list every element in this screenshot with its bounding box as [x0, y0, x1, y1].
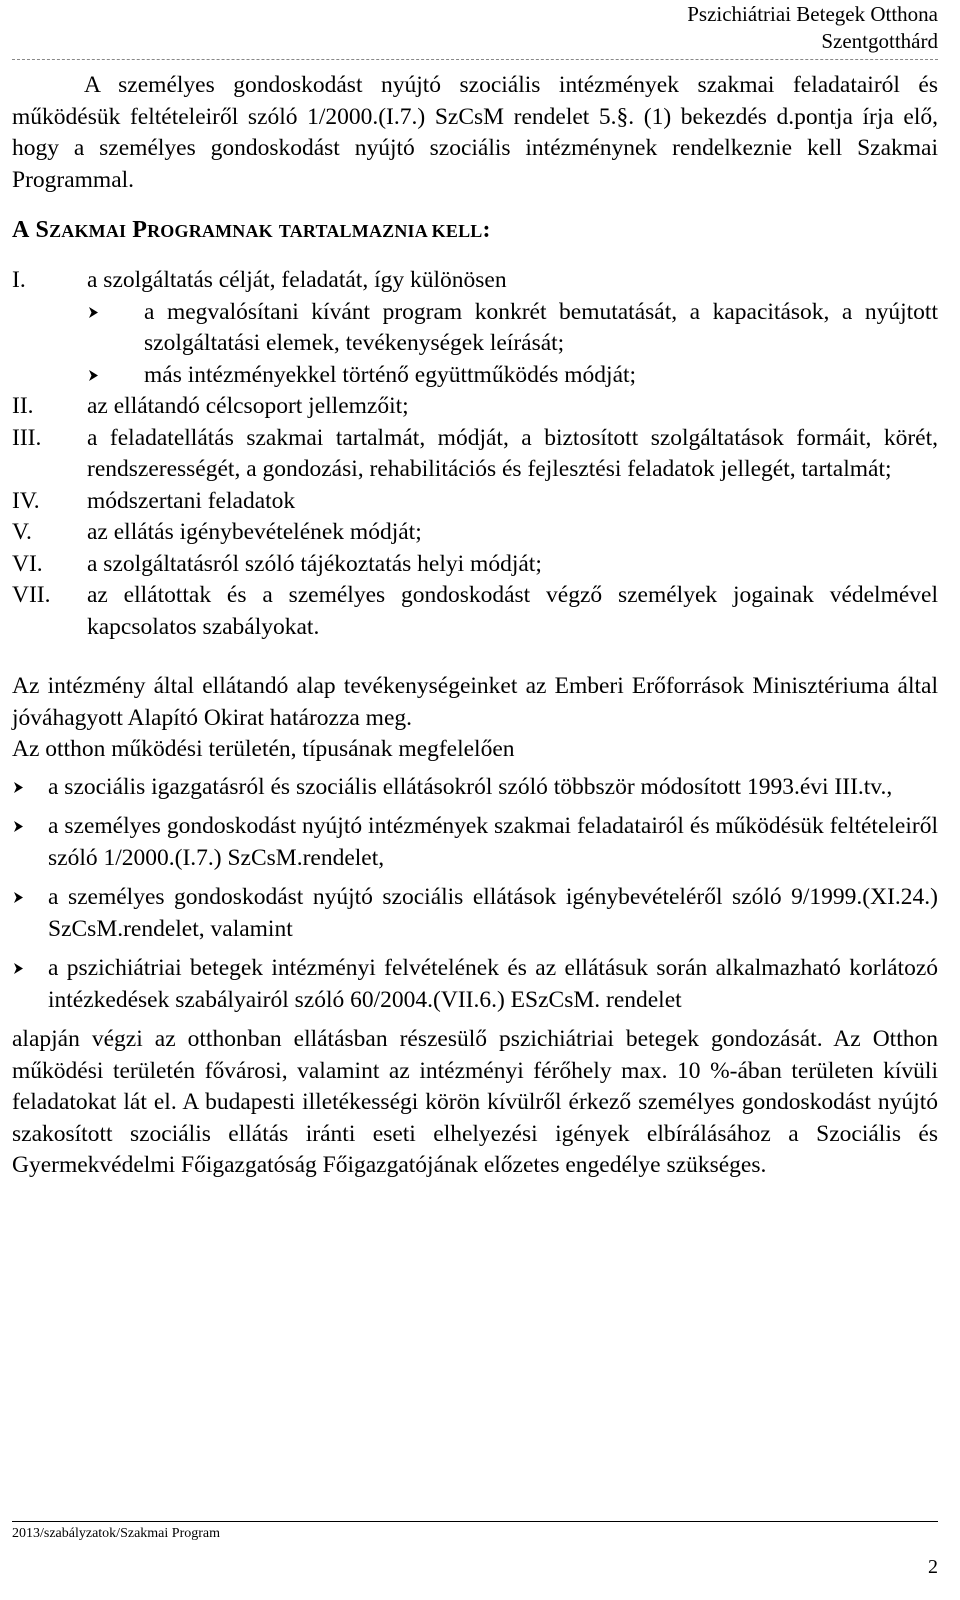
- arrow-bullet-icon: [87, 297, 144, 329]
- operating-area-paragraph: Az otthon működési területén, típusának megfelelően: [12, 736, 515, 762]
- document-page: [12, 0, 938, 1600]
- intro-paragraph: A személyes gondoskodást nyújtó szociális intézmények szakmai feladatairól és működésük feltételeiről szóló 1/2000.(I.7.) SzCsM rendelet 5.§. (1) bekezdés d.pontja írja elő, hogy a személyes gondoskodást nyújtó szociális intézménynek rendelkeznie kell Szakmai Programmal.: [12, 72, 938, 193]
- sub-list: [87, 297, 938, 392]
- activities-paragraph: Az intézmény által ellátandó alap tevékenységeinket az Emberi Erőforrások Minisztériuma által jóváhagyott Alapító Okirat határozza meg.: [12, 673, 938, 731]
- list-item-text: a feladatellátás szakmai tartalmát, módját, a biztosított szolgáltatások formáit, körét, rendszerességét, a gondozási, rehabilitációs és fejlesztési feladatok jellegét, tartalmát;: [87, 424, 938, 482]
- requirements-list: [12, 265, 938, 643]
- list-item-number: VI.: [12, 550, 43, 577]
- page-number: 2: [928, 1556, 938, 1578]
- header-location: Szentgotthárd: [821, 29, 938, 53]
- sub-list-item-text: más intézményekkel történő együttműködés módját;: [144, 361, 637, 388]
- legal-basis-item-text: a személyes gondoskodást nyújtó szociális ellátások igénybevételéről szóló 9/1999.(XI.24.) SzCsM.rendelet, valamint: [48, 884, 938, 942]
- legal-basis-item-text: a személyes gondoskodást nyújtó intézmények szakmai feladatairól és működésük feltételeiről szóló 1/2000.(I.7.) SzCsM.rendelet,: [48, 813, 938, 871]
- arrow-bullet-icon: [87, 360, 144, 392]
- arrow-bullet-icon: [12, 811, 48, 843]
- footer-file-path: 2013/szabályzatok/Szakmai Program: [12, 1526, 220, 1541]
- list-item: [12, 265, 938, 391]
- list-item-number: VII.: [12, 582, 51, 608]
- header-divider: [12, 59, 938, 60]
- list-item-number: V.: [12, 519, 32, 545]
- list-item: [12, 580, 938, 643]
- list-item: [12, 549, 938, 581]
- legal-basis-item: [12, 811, 938, 874]
- header-institution: Pszichiátriai Betegek Otthona: [687, 2, 938, 26]
- list-item-text: az ellátás igénybevételének módját;: [87, 519, 422, 545]
- list-item-number: IV.: [12, 487, 40, 514]
- legal-basis-item-text: a pszichiátriai betegek intézményi felvételének és az ellátásuk során alkalmazható korlátozó intézkedések szabályairól szóló 60/2004.(VII.6.) ESzCsM. rendelet: [48, 955, 938, 1013]
- legal-basis-item: [12, 772, 938, 804]
- list-item-text: a szolgáltatás célját, feladatát, így különösen: [87, 267, 507, 293]
- arrow-bullet-icon: [12, 953, 48, 985]
- legal-basis-item: [12, 953, 938, 1016]
- list-item-text: a szolgáltatásról szóló tájékoztatás helyi módját;: [87, 550, 542, 577]
- list-item: [12, 391, 938, 423]
- sub-list-item: [87, 297, 938, 360]
- legal-basis-item: [12, 882, 938, 945]
- list-item-number: III.: [12, 424, 42, 451]
- legal-basis-item-text: a szociális igazgatásról és szociális ellátásokról szóló többször módosított 1993.évi III.tv.,: [48, 773, 893, 800]
- page-footer: [12, 1521, 938, 1578]
- list-item-text: módszertani feladatok: [87, 487, 296, 514]
- arrow-bullet-icon: [12, 882, 48, 914]
- section-heading: A SZAKMAI PROGRAMNAK TARTALMAZNIA KELL:: [12, 217, 491, 243]
- list-item: [12, 517, 938, 549]
- legal-basis-list: [12, 772, 938, 1017]
- list-item-number: II.: [12, 393, 34, 419]
- list-item-text: az ellátandó célcsoport jellemzőit;: [87, 393, 409, 419]
- sub-list-item: [87, 360, 938, 392]
- list-item-text: az ellátottak és a személyes gondoskodást végző személyek jogainak védelmével kapcsolatos szabályokat.: [87, 582, 938, 640]
- list-item: [12, 486, 938, 518]
- list-item: [12, 423, 938, 486]
- closing-paragraph: alapján végzi az otthonban ellátásban részesülő pszichiátriai betegek gondozását. Az Otthon működési területén fővárosi, valamint az intézményi férőhely max. 10 %-ában területen kívüli feladatokat lát el. A budapesti illetékességi körön kívülről érkező személyes gondoskodást nyújtó szakosított szociális ellátás iránti eseti elhelyezési igények elbírálásához a Szociális és Gyermekvédelmi Főigazgatóság Főigazgatójának előzetes engedélye szükséges.: [12, 1026, 938, 1178]
- page-header: [12, 0, 938, 59]
- sub-list-item-text: a megvalósítani kívánt program konkrét bemutatását, a kapacitások, a nyújtott szolgáltatási elemek, tevékenységek leírását;: [144, 298, 938, 356]
- arrow-bullet-icon: [12, 772, 48, 804]
- list-item-number: I.: [12, 267, 26, 293]
